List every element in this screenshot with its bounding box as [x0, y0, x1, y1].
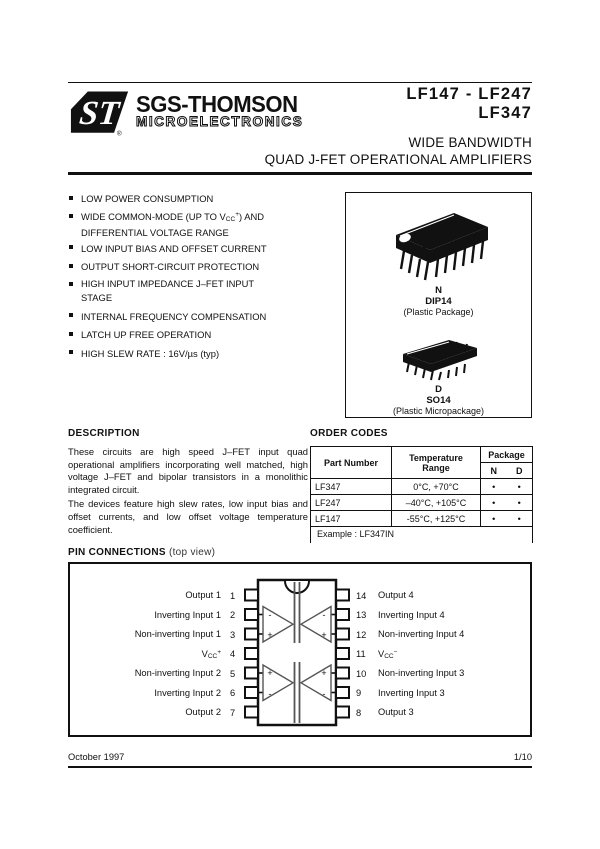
brand-name: SGS-THOMSON [136, 91, 298, 117]
so14-code: D [435, 384, 442, 395]
col-temperature-range: Temperature Range [392, 447, 481, 479]
part-numbers-line1: LF147 - LF247 [406, 85, 532, 103]
svg-text:+: + [321, 668, 327, 678]
package-n-cell: • [481, 511, 507, 527]
svg-text:+: + [267, 668, 273, 678]
pin-row: 10 Non-inverting Input 3 [356, 668, 465, 679]
order-example: Example : LF347IN [310, 527, 533, 543]
pin-row: Inverting Input 1 2 [154, 609, 236, 621]
dip14-name: DIP14 [425, 296, 452, 307]
svg-text:-: - [322, 689, 326, 699]
so14-name: SO14 [426, 395, 451, 406]
pin-row: 8 Output 3 [356, 707, 414, 718]
order-codes-table [310, 446, 533, 527]
svg-text:+: + [267, 630, 273, 640]
package-d-cell: • [507, 495, 533, 511]
bullet-icon [69, 245, 73, 249]
pin-row: Output 1 1 [185, 590, 236, 601]
temp-range-cell: –40°C, +105°C [392, 495, 481, 511]
pin-labels-left [70, 586, 246, 723]
pin-row: $V_{CC}^+$ 4 [201, 648, 236, 660]
bullet-icon [69, 332, 73, 336]
dip14-package-image [374, 205, 504, 285]
package-n-cell: • [481, 495, 507, 511]
feature-item: HIGH INPUT IMPEDANCE J–FET INPUT STAGE [68, 278, 300, 309]
features-list [68, 191, 300, 364]
top-rule [68, 82, 532, 83]
so14-package-image [387, 336, 491, 384]
feature-item: LATCH UP FREE OPERATION [68, 327, 300, 345]
table-row [311, 511, 533, 527]
temp-range-cell: -55°C, +125°C [392, 511, 481, 527]
package-box [345, 192, 532, 418]
feature-item: WIDE COMMON-MODE (UP TO $V_{CC}^+$) AND DIFFERENTIAL VOLTAGE RANGE [68, 209, 300, 240]
feature-item: LOW POWER CONSUMPTION [68, 191, 300, 209]
pin-row: Non-inverting Input 2 5 [134, 668, 236, 679]
pin-row: 14 Output 4 [356, 590, 414, 601]
pin-row: Output 2 7 [185, 707, 236, 718]
table-row [311, 495, 533, 511]
part-number-cell: LF347 [311, 479, 392, 495]
pin-connections-box [68, 562, 532, 737]
pin-row: 11 $V_{CC}^-$ [356, 648, 398, 660]
st-logo [70, 89, 130, 142]
col-package: Package [481, 447, 533, 463]
col-package-n: N [481, 463, 507, 479]
pin-row: Non-inverting Input 1 3 [134, 629, 236, 640]
col-part-number: Part Number [311, 447, 392, 479]
description-paragraph: These circuits are high speed J–FET input quad operational amplifiers incorporating well matched, high voltage J–FET and bipolar transistors in a monolithic integrated circuit. [68, 446, 308, 495]
description-paragraph: The devices feature high slew rates, low input bias and offset currents, and low offset voltage temperature coefficient. [68, 498, 308, 535]
feature-item: INTERNAL FREQUENCY COMPENSATION [68, 309, 300, 327]
pin-row: 13 Inverting Input 4 [356, 609, 445, 621]
svg-text:®: ® [116, 130, 122, 137]
bullet-icon [69, 196, 73, 200]
part-number-cell: LF247 [311, 495, 392, 511]
brand-subtitle: MICROELECTRONICS [136, 114, 304, 129]
table-row [311, 479, 533, 495]
doc-subtitle-line2: QUAD J-FET OPERATIONAL AMPLIFIERS [264, 152, 532, 167]
temp-range-cell: 0°C, +70°C [392, 479, 481, 495]
header-rule [68, 172, 532, 175]
footer-page-number: 1/10 [513, 752, 532, 762]
doc-subtitle-line1: WIDE BANDWIDTH [408, 135, 532, 150]
dip14-code: N [435, 285, 442, 296]
bullet-icon [69, 264, 73, 268]
svg-text:-: - [268, 610, 272, 620]
bullet-icon [69, 313, 73, 317]
description-section [68, 428, 308, 536]
package-d-cell: • [507, 511, 533, 527]
footer-date: October 1997 [68, 752, 125, 762]
pin-row: 12 Non-inverting Input 4 [356, 629, 465, 640]
bullet-icon [69, 350, 73, 354]
pin-row: 9 Inverting Input 3 [356, 687, 445, 699]
pin-connections-title: PIN CONNECTIONS (top view) [68, 547, 216, 558]
dip14-desc: (Plastic Package) [403, 307, 474, 317]
package-n-cell: • [481, 479, 507, 495]
order-codes-section [310, 428, 533, 543]
pin-labels-right [356, 586, 534, 723]
so14-desc: (Plastic Micropackage) [392, 406, 485, 416]
st-logo-icon [70, 89, 130, 137]
svg-text:+: + [321, 630, 327, 640]
bullet-icon [69, 214, 73, 218]
description-title: DESCRIPTION [68, 428, 140, 439]
col-package-d: D [507, 463, 533, 479]
feature-item: HIGH SLEW RATE : 16V/µs (typ) [68, 346, 300, 364]
svg-text:ST: ST [77, 95, 121, 133]
part-number-cell: LF147 [311, 511, 392, 527]
feature-item: OUTPUT SHORT-CIRCUIT PROTECTION [68, 259, 300, 277]
package-d-cell: • [507, 479, 533, 495]
order-codes-title: ORDER CODES [310, 428, 388, 439]
pin-row: Inverting Input 2 6 [154, 687, 236, 699]
bullet-icon [69, 282, 73, 286]
svg-text:-: - [322, 610, 326, 620]
part-numbers-line2: LF347 [478, 104, 532, 122]
feature-item: LOW INPUT BIAS AND OFFSET CURRENT [68, 241, 300, 259]
footer-rule [68, 766, 532, 768]
svg-text:-: - [268, 689, 272, 699]
